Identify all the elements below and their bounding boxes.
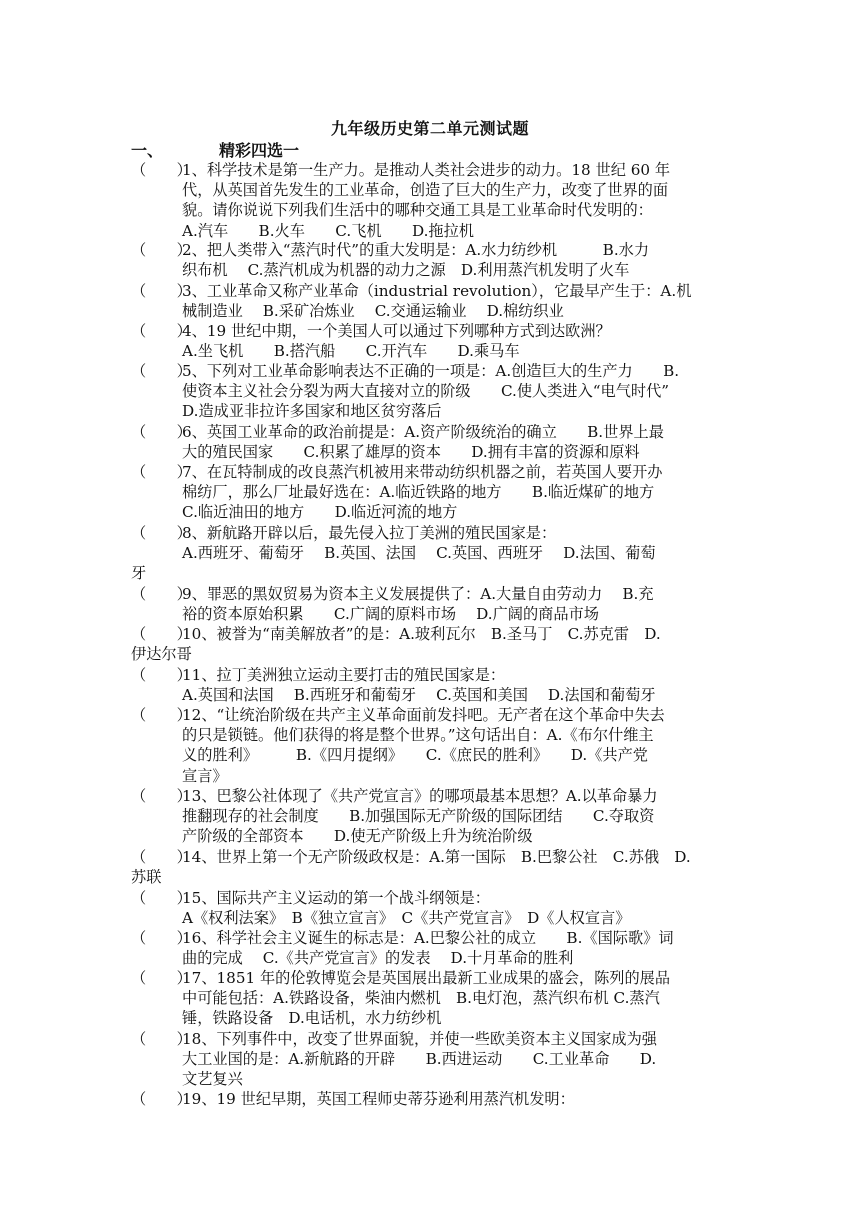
question-text [131, 321, 731, 341]
question-item [131, 160, 731, 241]
question-text-continued [131, 180, 731, 200]
question-line-text: 5、下列对工业革命影响表达不正确的一项是：A.创造巨大的生产力 B. [182, 362, 680, 380]
question-line-text: 10、被誉为“南美解放者”的是：A.玻利瓦尔 B.圣马丁 C.苏克雷 D. [182, 625, 661, 643]
question-text [131, 422, 731, 442]
question-text [131, 1029, 731, 1049]
question-item [131, 624, 731, 664]
question-item [131, 968, 731, 1029]
question-item [131, 928, 731, 968]
answer-blank[interactable]: （ ） [131, 161, 192, 179]
question-item [131, 584, 731, 624]
question-text-continued [131, 725, 731, 745]
question-line-text: 貌。请你说说下列我们生活中的哪种交通工具是工业革命时代发明的： [182, 201, 653, 220]
question-text-continued [131, 644, 731, 664]
question-line-text: A.西班牙、葡萄牙 B.英国、法国 C.英国、西班牙 D.法国、葡萄 [182, 544, 656, 563]
question-text-continued [131, 1049, 731, 1069]
question-line-text: 推翻现存的社会制度 B.加强国际无产阶级的国际团结 C.夺取资 [182, 807, 655, 826]
question-text [131, 361, 731, 381]
question-item [131, 281, 731, 321]
question-text-continued [131, 301, 731, 321]
question-line-text: D.造成亚非拉许多国家和地区贫穷落后 [182, 402, 442, 421]
question-text [131, 888, 731, 908]
answer-blank[interactable]: （ ） [131, 362, 192, 380]
answer-blank[interactable]: （ ） [131, 322, 192, 340]
question-line-text: 19、19 世纪早期，英国工程师史蒂芬逊利用蒸汽机发明： [182, 1090, 575, 1108]
question-text-continued [131, 685, 731, 705]
question-text-continued [131, 401, 731, 421]
question-line-text: 义的胜利》 B.《四月提纲》 C.《庶民的胜利》 D.《共产党 [182, 746, 648, 765]
page-title: 九年级历史第二单元测试题 [330, 119, 529, 138]
question-text-continued [131, 502, 731, 522]
question-line-text: A.坐飞机 B.搭汽船 C.开汽车 D.乘马车 [182, 342, 520, 361]
question-line-text: 曲的完成 C.《共产党宣言》的发表 D.十月革命的胜利 [182, 949, 574, 968]
question-text [131, 928, 731, 948]
question-text-continued [131, 806, 731, 826]
question-line-text: A.汽车 B.火车 C.飞机 D.拖拉机 [182, 221, 474, 240]
question-line-text: 苏联 [131, 868, 162, 887]
question-text-continued [131, 826, 731, 846]
question-text-continued [131, 908, 731, 928]
question-item [131, 1029, 731, 1090]
question-line-text: 17、1851 年的伦敦博览会是英国展出最新工业成果的盛会，陈列的展品 [182, 969, 671, 987]
question-text [131, 968, 731, 988]
question-line-text: 使资本主义社会分裂为两大直接对立的阶级 C.使人类进入“电气时代” [182, 382, 670, 401]
question-item [131, 321, 731, 361]
question-line-text: 16、科学社会主义诞生的标志是：A.巴黎公社的成立 B.《国际歌》词 [182, 929, 674, 947]
question-text [131, 462, 731, 482]
question-text-continued [131, 1069, 731, 1089]
question-line-text: 15、国际共产主义运动的第一个战斗纲领是： [182, 889, 490, 907]
question-line-text: 产阶级的全部资本 D.使无产阶级上升为统治阶级 [182, 827, 533, 846]
answer-blank[interactable]: （ ） [131, 625, 192, 643]
question-line-text: 3、工业革命又称产业革命（industrial revolution），它最早产生于：A.机 [182, 282, 692, 300]
answer-blank[interactable]: （ ） [131, 585, 192, 603]
question-line-text: 代，从英国首先发生的工业革命，创造了巨大的生产力，改变了世界的面 [182, 181, 668, 200]
question-text-continued [131, 260, 731, 280]
question-text-continued [131, 867, 731, 887]
question-text-continued [131, 381, 731, 401]
question-line-text: 11、拉丁美洲独立运动主要打击的殖民国家是： [182, 666, 506, 684]
question-line-text: 1、科学技术是第一生产力。是推动人类社会进步的动力。18 世纪 60 年 [182, 161, 671, 179]
question-line-text: 锤，铁路设备 D.电话机，水力纺纱机 [182, 1009, 442, 1028]
question-text-continued [131, 604, 731, 624]
answer-blank[interactable]: （ ） [131, 1030, 192, 1048]
question-text-continued [131, 1008, 731, 1028]
question-line-text: C.临近油田的地方 D.临近河流的地方 [182, 503, 458, 522]
question-line-text: 大工业国的是：A.新航路的开辟 B.西进运动 C.工业革命 D. [182, 1050, 657, 1069]
answer-blank[interactable]: （ ） [131, 463, 192, 481]
question-line-text: 棉纺厂，那么厂址最好选在：A.临近铁路的地方 B.临近煤矿的地方 [182, 483, 655, 502]
question-item [131, 422, 731, 462]
question-item [131, 523, 731, 584]
question-text-continued [131, 948, 731, 968]
question-text-continued [131, 988, 731, 1008]
question-text [131, 786, 731, 806]
answer-blank[interactable]: （ ） [131, 423, 192, 441]
answer-blank[interactable]: （ ） [131, 889, 192, 907]
answer-blank[interactable]: （ ） [131, 787, 192, 805]
question-line-text: 宣言》 [182, 766, 228, 785]
question-text-continued [131, 221, 731, 241]
question-line-text: 文艺复兴 [182, 1070, 243, 1089]
question-item [131, 705, 731, 786]
question-line-text: 18、下列事件中，改变了世界面貌，并使一些欧美资本主义国家成为强 [182, 1030, 657, 1048]
question-line-text: 14、世界上第一个无产阶级政权是：A.第一国际 B.巴黎公社 C.苏俄 D. [182, 848, 691, 866]
question-line-text: 伊达尔哥 [131, 645, 192, 664]
question-text-continued [131, 200, 731, 220]
question-text [131, 523, 731, 543]
section-label: 精彩四选一 [219, 141, 300, 160]
question-item [131, 888, 731, 928]
question-text [131, 665, 731, 685]
question-text [131, 847, 731, 867]
question-item [131, 847, 731, 887]
question-text [131, 584, 731, 604]
question-line-text: 13、巴黎公社体现了《共产党宣言》的哪项最基本思想？A.以革命暴力 [182, 787, 658, 805]
question-item [131, 240, 731, 280]
question-text-continued [131, 745, 731, 765]
question-text-continued [131, 442, 731, 462]
section-heading [131, 138, 299, 161]
answer-blank[interactable]: （ ） [131, 666, 192, 684]
question-line-text: 中可能包括：A.铁路设备，柴油内燃机 B.电灯泡，蒸汽织布机 C.蒸汽 [182, 989, 660, 1008]
question-line-text: 大的殖民国家 C.积累了雄厚的资本 D.拥有丰富的资源和原料 [182, 443, 640, 462]
answer-blank[interactable]: （ ） [131, 282, 192, 300]
question-text-continued [131, 543, 731, 563]
answer-blank[interactable]: （ ） [131, 1090, 192, 1108]
answer-blank[interactable]: （ ） [131, 706, 192, 724]
question-text [131, 240, 731, 260]
answer-blank[interactable]: （ ） [131, 241, 192, 259]
question-line-text: 12、“让统治阶级在共产主义革命面前发抖吧。无产者在这个革命中失去 [182, 706, 665, 724]
question-line-text: 裕的资本原始积累 C.广阔的原料市场 D.广阔的商品市场 [182, 605, 599, 624]
question-line-text: A.英国和法国 B.西班牙和葡萄牙 C.英国和美国 D.法国和葡萄牙 [182, 686, 656, 705]
question-line-text: 牙 [131, 564, 147, 583]
question-item [131, 1089, 731, 1109]
question-line-text: 4、19 世纪中期，一个美国人可以通过下列哪种方式到达欧洲？ [182, 322, 611, 340]
question-line-text: 2、把人类带入“蒸汽时代”的重大发明是：A.水力纺纱机 B.水力 [182, 241, 650, 259]
answer-blank[interactable]: （ ） [131, 969, 192, 987]
question-line-text: 的只是锁链。他们获得的将是整个世界。”这句话出自：A.《布尔什维主 [182, 726, 654, 745]
question-line-text: 7、在瓦特制成的改良蒸汽机被用来带动纺织机器之前，若英国人要开办 [182, 463, 663, 481]
question-line-text: 9、罪恶的黑奴贸易为资本主义发展提供了：A.大量自由劳动力 B.充 [182, 585, 654, 603]
question-line-text: 械制造业 B.采矿冶炼业 C.交通运输业 D.棉纺织业 [182, 302, 564, 321]
question-line-text: 6、英国工业革命的政治前提是：A.资产阶级统治的确立 B.世界上最 [182, 423, 664, 441]
question-item [131, 786, 731, 847]
question-text-continued [131, 766, 731, 786]
answer-blank[interactable]: （ ） [131, 929, 192, 947]
question-item [131, 462, 731, 523]
question-text [131, 624, 731, 644]
question-line-text: 织布机 C.蒸汽机成为机器的动力之源 D.利用蒸汽机发明了火车 [182, 261, 630, 280]
question-line-text: A《权利法案》 B《独立宣言》 C《共产党宣言》 D《人权宣言》 [182, 909, 631, 928]
answer-blank[interactable]: （ ） [131, 848, 192, 866]
answer-blank[interactable]: （ ） [131, 524, 192, 542]
question-item [131, 665, 731, 705]
question-text-continued [131, 341, 731, 361]
question-text-continued [131, 482, 731, 502]
question-text [131, 705, 731, 725]
question-text [131, 281, 731, 301]
question-text [131, 1089, 731, 1109]
section-number: 一、 [131, 141, 164, 160]
question-item [131, 361, 731, 422]
question-text-continued [131, 563, 731, 583]
question-text [131, 160, 731, 180]
question-line-text: 8、新航路开辟以后，最先侵入拉丁美洲的殖民国家是： [182, 524, 557, 542]
